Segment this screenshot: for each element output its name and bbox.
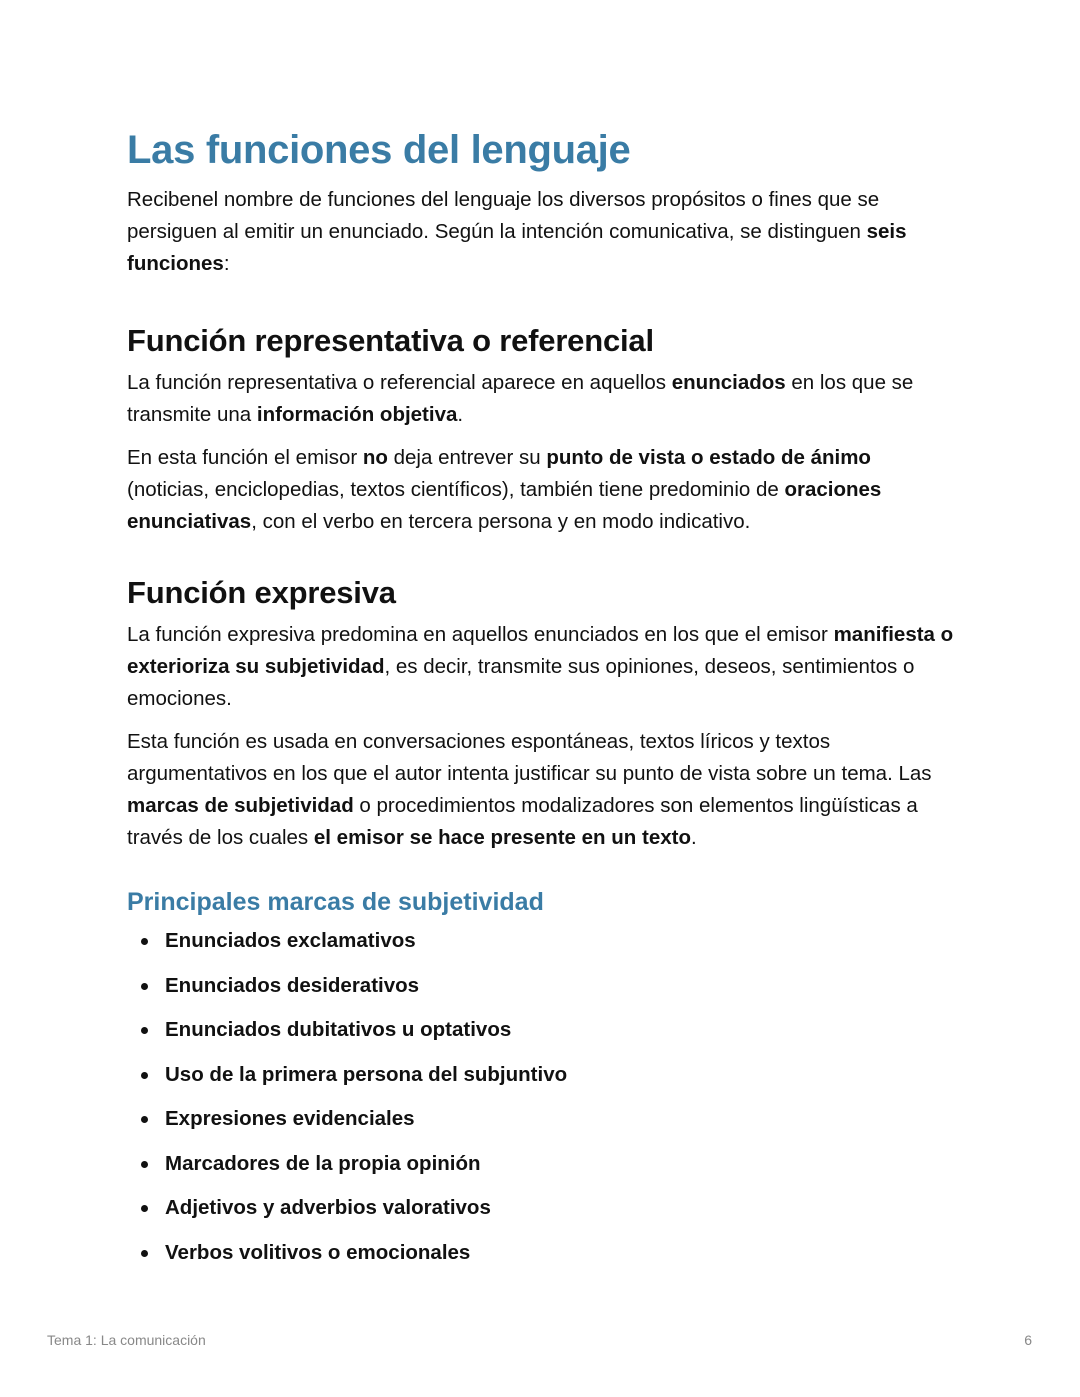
bullet-icon (141, 1072, 148, 1079)
bullet-icon (141, 1027, 148, 1034)
text: La función representativa o referencial aparece en aquellos (127, 371, 672, 394)
text: en los que se transmite una (127, 371, 914, 426)
list-item (127, 1015, 957, 1045)
list-item-text: Adjetivos y adverbios valorativos (165, 1196, 491, 1219)
list-item (127, 1104, 957, 1134)
text: Esta función es usada en conversaciones espontáneas, textos líricos y textos argumentativos en los que el autor intenta justificar su punto de vista sobre un tema. Las (127, 730, 932, 785)
list-item (127, 1238, 957, 1268)
bullet-icon (141, 1250, 148, 1257)
bullet-icon (141, 1205, 148, 1212)
bold-text: oraciones enunciativas (127, 478, 882, 533)
list-item-text: Enunciados desiderativos (165, 973, 420, 997)
footer-chapter-title: Tema 1: La comunicación (47, 1332, 206, 1348)
list-item-text: Uso de la primera persona del subjuntivo (165, 1062, 568, 1086)
bullet-icon (141, 1116, 148, 1123)
list-item (127, 971, 957, 1001)
intro-text: Recibenel nombre de funciones del lenguaje los diversos propósitos o fines que se persiguen al emitir un enunciado. Según la intención comunicativa, se distinguen (127, 188, 880, 243)
text: En esta función el emisor (127, 446, 363, 469)
text: , es decir, transmite sus opiniones, deseos, sentimientos o emociones. (127, 655, 915, 710)
list-item (127, 1149, 957, 1179)
section1-paragraph-1 (127, 367, 957, 431)
bold-text: enunciados (671, 371, 786, 394)
bold-text: información objetiva (256, 403, 458, 426)
bold-text: el emisor se hace presente en un texto (313, 826, 691, 849)
list-item-text: Enunciados exclamativos (165, 929, 416, 952)
list-item-text: Marcadores de la propia opinión (165, 1151, 481, 1175)
section2-paragraph-1 (127, 619, 957, 715)
page-title: Las funciones del lenguaje (127, 128, 631, 172)
bold-text: marcas de subjetividad (127, 794, 354, 817)
document-page (127, 126, 957, 1282)
bullet-icon (141, 983, 148, 990)
bold-text: manifiesta o exterioriza su subjetividad (127, 623, 954, 678)
list-item (127, 926, 957, 956)
text: deja entrever su (387, 446, 547, 469)
text: La función expresiva predomina en aquellos enunciados en los que el emisor (127, 623, 834, 646)
intro-bold: seis funciones (127, 220, 907, 275)
text: . (457, 403, 464, 426)
section1-paragraph-2 (127, 442, 957, 538)
list-item-text: Expresiones evidenciales (165, 1107, 415, 1130)
list-item-text: Verbos volitivos o emocionales (165, 1240, 471, 1264)
list-item (127, 1060, 957, 1090)
intro-paragraph (127, 184, 957, 280)
text: . (691, 826, 697, 849)
bold-text: no (362, 446, 388, 469)
bullet-icon (141, 938, 148, 945)
section-heading-expresiva: Función expresiva (127, 575, 396, 610)
text: (noticias, enciclopedias, textos científicos), también tiene predominio de (127, 478, 785, 501)
section-heading-representativa: Función representativa o referencial (127, 323, 654, 358)
text: , con el verbo en tercera persona y en modo indicativo. (251, 510, 751, 533)
list-item-text: Enunciados dubitativos u optativos (165, 1018, 512, 1041)
section2-paragraph-2 (127, 726, 957, 854)
intro-text-end: : (223, 252, 230, 275)
marcas-list (127, 926, 957, 1268)
list-item (127, 1193, 957, 1223)
bold-text: punto de vista o estado de ánimo (546, 446, 871, 469)
bullet-icon (141, 1161, 148, 1168)
text: o procedimientos modalizadores son elementos lingüísticas a través de los cuales (127, 794, 918, 849)
footer-page-number: 6 (1024, 1332, 1032, 1348)
subsection-heading-marcas: Principales marcas de subjetividad (127, 888, 544, 916)
